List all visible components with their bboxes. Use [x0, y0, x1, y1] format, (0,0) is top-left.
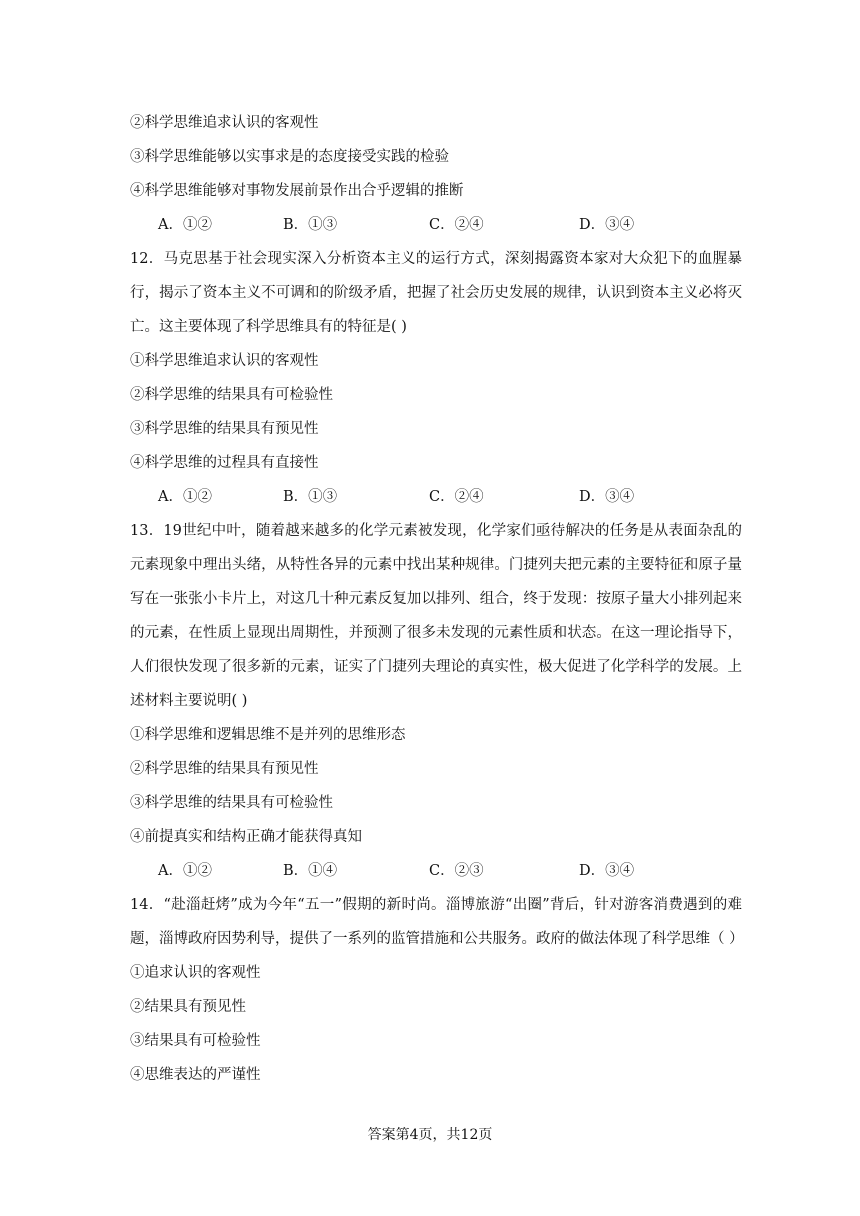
q13-option-b: B．①④	[283, 863, 338, 879]
question-12	[130, 242, 742, 514]
q13-stem: 13．19世纪中叶，随着越来越多的化学元素被发现，化学家们亟待解决的任务是从表面杂乱的元素现象中理出头绪，从特性各异的元素中找出某种规律。门捷列夫把元素的主要特征和原子量写在一张张小卡片上，对这几十种元素反复加以排列、组合，终于发现：按原子量大小排列起来的元素，在性质上显现出周期性，并预测了很多未发现的元素性质和状态。在这一理论指导下，人们很快发现了很多新的元素，证实了门捷列夫理论的真实性，极大促进了化学科学的发展。上述材料主要说明( )	[130, 523, 742, 709]
q12-statement-2: ②科学思维的结果具有可检验性	[130, 387, 333, 403]
q11-options	[130, 208, 742, 242]
page-footer: 答案第4页，共12页	[367, 1127, 493, 1143]
question-14	[130, 888, 742, 1092]
q12-statement-3: ③科学思维的结果具有预见性	[130, 421, 319, 437]
q13-options	[130, 854, 742, 888]
q13-statement-1: ①科学思维和逻辑思维不是并列的思维形态	[130, 727, 406, 743]
q11-option-b: B．①③	[283, 217, 338, 233]
q12-option-c: C．②④	[429, 489, 484, 505]
question-11-continued	[130, 106, 742, 242]
q11-statement-2: ②科学思维追求认识的客观性	[130, 115, 319, 131]
question-13	[130, 514, 742, 888]
q11-statement-3: ③科学思维能够以实事求是的态度接受实践的检验	[130, 149, 449, 165]
q14-statement-3: ③结果具有可检验性	[130, 1033, 261, 1049]
q13-option-d: D．③④	[579, 863, 635, 879]
q11-option-d: D．③④	[579, 217, 635, 233]
q12-options	[130, 480, 742, 514]
q12-stem: 12．马克思基于社会现实深入分析资本主义的运行方式，深刻揭露资本家对大众犯下的血腥暴行，揭示了资本主义不可调和的阶级矛盾，把握了社会历史发展的规律，认识到资本主义必将灭亡。这主要体现了科学思维具有的特征是( )	[130, 251, 742, 335]
q14-statement-1: ①追求认识的客观性	[130, 965, 261, 981]
q13-statement-3: ③科学思维的结果具有可检验性	[130, 795, 333, 811]
q11-statement-4: ④科学思维能够对事物发展前景作出合乎逻辑的推断	[130, 183, 464, 199]
q13-statement-2: ②科学思维的结果具有预见性	[130, 761, 319, 777]
q14-statement-4: ④思维表达的严谨性	[130, 1067, 261, 1083]
q12-statement-4: ④科学思维的过程具有直接性	[130, 455, 319, 471]
q11-option-a: A．①②	[158, 217, 212, 233]
q12-statement-1: ①科学思维追求认识的客观性	[130, 353, 319, 369]
q14-stem: 14．“赴淄赶烤”成为今年“五一”假期的新时尚。淄博旅游“出圈”背后，针对游客消费遇到的难题，淄博政府因势利导，提供了一系列的监管措施和公共服务。政府的做法体现了科学思维（ ）	[130, 897, 744, 947]
q12-option-d: D．③④	[579, 489, 635, 505]
q12-option-a: A．①②	[158, 489, 212, 505]
q12-option-b: B．①③	[283, 489, 338, 505]
q11-option-c: C．②④	[429, 217, 484, 233]
q13-option-a: A．①②	[158, 863, 212, 879]
document-content	[130, 106, 742, 1092]
q13-statement-4: ④前提真实和结构正确才能获得真知	[130, 829, 362, 845]
q14-statement-2: ②结果具有预见性	[130, 999, 246, 1015]
q13-option-c: C．②③	[429, 863, 484, 879]
